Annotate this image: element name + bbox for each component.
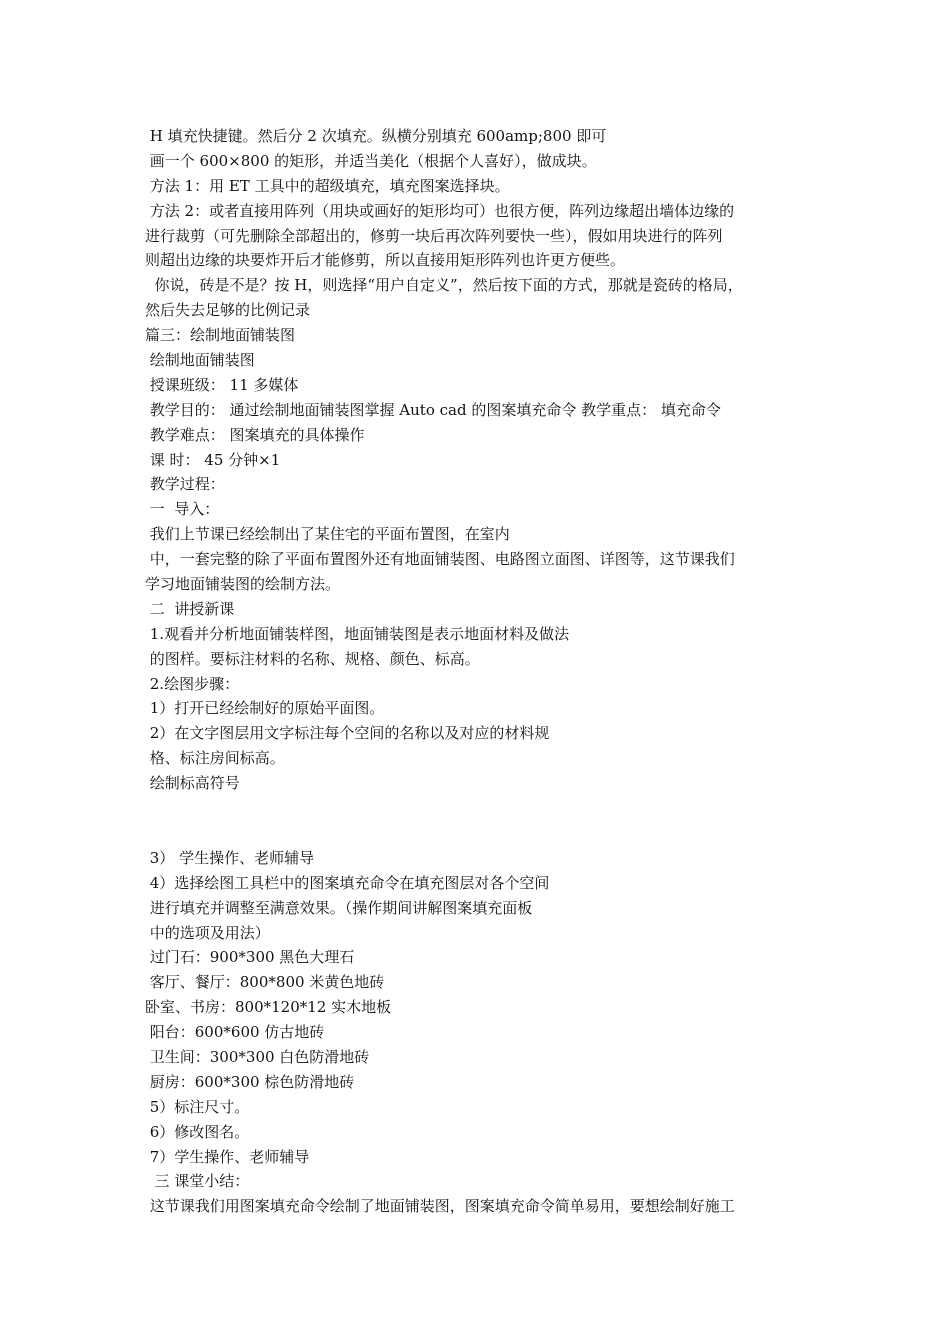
text-line: H 填充快捷键。然后分 2 次填充。纵横分别填充 600amp;800 即可 (145, 127, 607, 145)
text-line: 方法 1：用 ET 工具中的超级填充，填充图案选择块。 (145, 176, 510, 195)
section-heading: 篇三：绘制地面铺装图 (145, 326, 296, 345)
text-line: 1）打开已经绘制好的原始平面图。 (145, 699, 385, 718)
material-item: 客厅、餐厅：800*800 米黄色地砖 (145, 973, 385, 992)
text-line: 画一个 600×800 的矩形，并适当美化（根据个人喜好），做成块。 (145, 151, 597, 170)
text-line: 一 导入： (145, 500, 220, 519)
text-line: 二 讲授新课 (145, 599, 235, 618)
text-line: 进行填充并调整至满意效果。（操作期间讲解图案填充面板 (145, 898, 533, 917)
document-body (145, 124, 825, 1219)
text-line: 7）学生操作、老师辅导 (145, 1147, 310, 1166)
blank-space (145, 796, 825, 846)
text-line: 然后失去足够的比例记录 (145, 301, 311, 320)
text-line: 中，一套完整的除了平面布置图外还有地面铺装图、电路图立面图、详图等，这节课我们 (145, 550, 735, 569)
lesson-title: 绘制地面铺装图 (145, 351, 255, 370)
text-line: 2.绘图步骤： (145, 674, 240, 693)
text-line: 中的选项及用法） (145, 923, 270, 942)
text-line: 教学目的： 通过绘制地面铺装图掌握 Auto cad 的图案填充命令 教学重点： 填充命令 (145, 400, 721, 419)
text-line: 5）标注尺寸。 (145, 1097, 250, 1116)
material-item: 卫生间：300*300 白色防滑地砖 (145, 1047, 370, 1066)
text-line: 则超出边缘的块要炸开后才能修剪，所以直接用矩形阵列也许更方便些。 (145, 251, 626, 270)
material-item: 卧室、书房：800*120*12 实木地板 (145, 998, 392, 1017)
text-line: 方法 2：或者直接用阵列（用块或画好的矩形均可）也很方便，阵列边缘超出墙体边缘的 (145, 201, 735, 220)
text-line: 课 时： 45 分钟×1 (145, 450, 281, 469)
text-line: 教学难点： 图案填充的具体操作 (145, 425, 365, 444)
text-line: 3） 学生操作、老师辅导 (145, 848, 315, 867)
text-line: 这节课我们用图案填充命令绘制了地面铺装图，图案填充命令简单易用，要想绘制好施工 (145, 1197, 735, 1216)
text-line: 三 课堂小结： (145, 1172, 250, 1191)
text-line: 1.观看并分析地面铺装样图，地面铺装图是表示地面材料及做法 (145, 624, 570, 643)
text-line: 我们上节课已经绘制出了某住宅的平面布置图，在室内 (145, 525, 510, 544)
text-line: 学习地面铺装图的绘制方法。 (145, 575, 341, 594)
text-line: 的图样。要标注材料的名称、规格、颜色、标高。 (145, 649, 480, 668)
text-line: 你说，砖是不是？按 H，则选择“用户自定义”，然后按下面的方式，那就是瓷砖的格局， (145, 276, 743, 295)
material-item: 阳台：600*600 仿古地砖 (145, 1023, 325, 1042)
text-line: 绘制标高符号 (145, 774, 240, 793)
text-line: 6）修改图名。 (145, 1122, 250, 1141)
text-line: 格、标注房间标高。 (145, 749, 285, 768)
text-line: 4）选择绘图工具栏中的图案填充命令在填充图层对各个空间 (145, 873, 550, 892)
text-line: 进行裁剪（可先删除全部超出的，修剪一块后再次阵列要快一些），假如用块进行的阵列 (145, 226, 723, 245)
material-item: 过门石：900*300 黑色大理石 (145, 948, 355, 967)
material-item: 厨房：600*300 棕色防滑地砖 (145, 1072, 355, 1091)
text-line: 授课班级： 11 多媒体 (145, 375, 299, 394)
text-line: 2）在文字图层用文字标注每个空间的名称以及对应的材料规 (145, 724, 550, 743)
text-line: 教学过程： (145, 475, 225, 494)
